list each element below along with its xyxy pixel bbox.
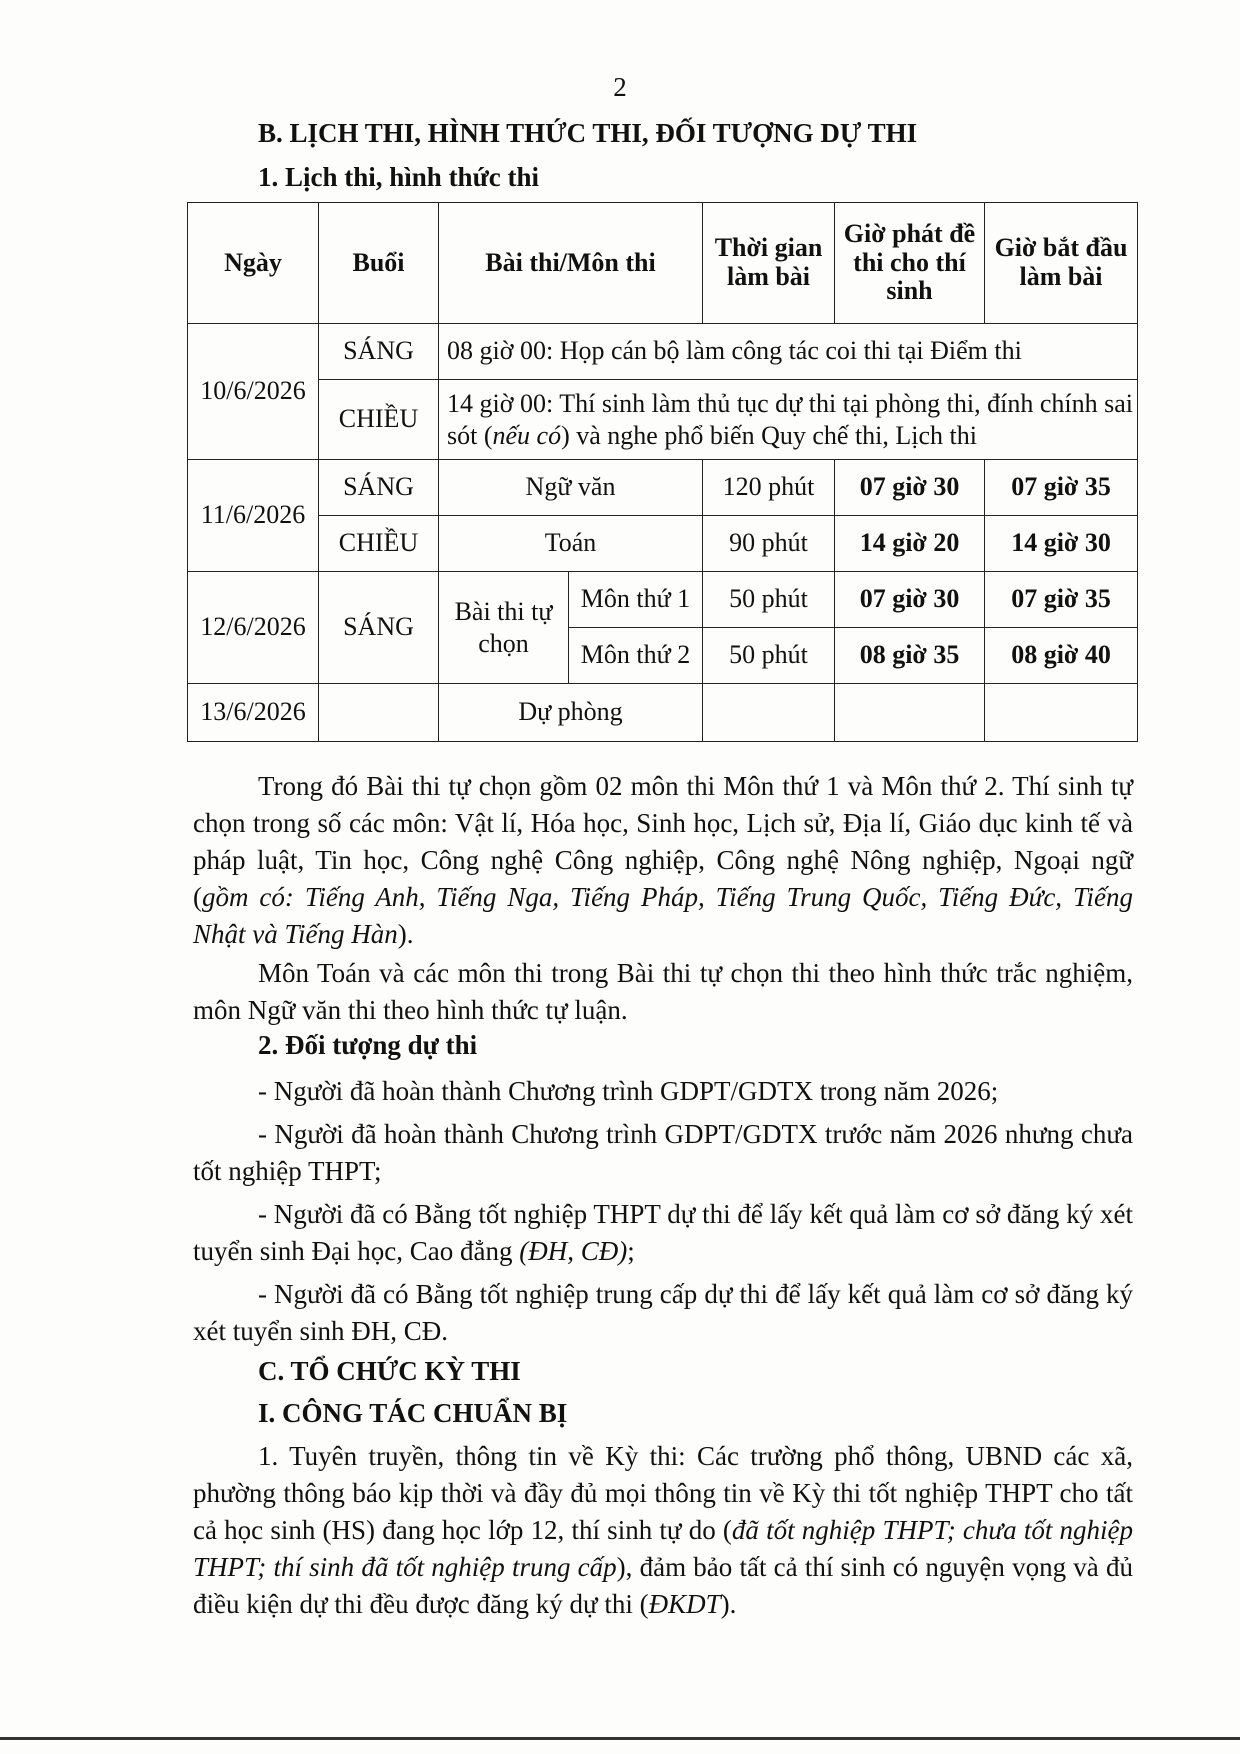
table-header-row xyxy=(188,203,1138,324)
start-time-cell: 08 giờ 40 xyxy=(985,628,1138,684)
header-gio-bat-dau: Giờ bắt đầu làm bài xyxy=(985,203,1138,324)
table-row xyxy=(188,380,1138,460)
duration-cell: 50 phút xyxy=(703,572,835,628)
para-text: ). xyxy=(397,919,414,949)
header-thoi-gian: Thời gian làm bài xyxy=(703,203,835,324)
exam-schedule-table xyxy=(187,202,1138,742)
para-text: - Người đã hoàn thành Chương trình GDPT/GDTX trong năm 2026; xyxy=(258,1076,999,1106)
section-c1-title: I. CÔNG TÁC CHUẨN BỊ xyxy=(258,1398,568,1428)
subsection-2-title: 2. Đối tượng dự thi xyxy=(258,1030,478,1060)
subsection-1-title: 1. Lịch thi, hình thức thi xyxy=(258,162,540,192)
section-c-title: C. TỔ CHỨC KỲ THI xyxy=(258,1356,521,1386)
table-row xyxy=(188,460,1138,516)
para-text: ; xyxy=(627,1236,635,1266)
elective-group-cell: Bài thi tự chọn xyxy=(439,572,569,684)
para-text: - Người đã hoàn thành Chương trình GDPT/GDTX trước năm 2026 nhưng chưa tốt nghiệp THPT; xyxy=(193,1119,1133,1186)
section-b-title: B. LỊCH THI, HÌNH THỨC THI, ĐỐI TƯỢNG DỰ THI xyxy=(258,118,918,148)
eligibility-item-3 xyxy=(193,1196,1133,1270)
paragraph-communication xyxy=(193,1438,1133,1623)
para-italic: ĐKDT xyxy=(648,1589,721,1619)
session-cell: SÁNG xyxy=(319,324,439,380)
para-italic: (ĐH, CĐ) xyxy=(519,1236,628,1266)
subject-cell: Ngữ văn xyxy=(439,460,703,516)
page-number: 2 xyxy=(613,72,627,102)
duration-cell: 120 phút xyxy=(703,460,835,516)
header-buoi: Buổi xyxy=(319,203,439,324)
distribution-time-cell: 08 giờ 35 xyxy=(835,628,985,684)
eligibility-item-1 xyxy=(193,1073,1133,1110)
date-cell: 10/6/2026 xyxy=(188,324,319,460)
note-cell xyxy=(439,380,1138,460)
para-text: ), đảm bảo tất cả thí sinh có nguyện vọng và đủ điều kiện dự thi đều được đăng ký dự thi ( xyxy=(193,1552,1133,1619)
distribution-time-cell: 07 giờ 30 xyxy=(835,460,985,516)
table-row xyxy=(188,684,1138,742)
distribution-time-cell: 07 giờ 30 xyxy=(835,572,985,628)
date-cell: 12/6/2026 xyxy=(188,572,319,684)
start-time-cell: 07 giờ 35 xyxy=(985,460,1138,516)
header-bai-thi: Bài thi/Môn thi xyxy=(439,203,703,324)
session-cell: CHIỀU xyxy=(319,516,439,572)
subject-cell: Môn thứ 1 xyxy=(569,572,703,628)
para-text: - Người đã có Bằng tốt nghiệp THPT dự thi để lấy kết quả làm cơ sở đăng ký xét tuyển sinh Đại học, Cao đẳng xyxy=(193,1199,1133,1266)
scan-edge-line xyxy=(0,1737,1240,1740)
start-time-cell: 07 giờ 35 xyxy=(985,572,1138,628)
header-gio-phat-de: Giờ phát đề thi cho thí sinh xyxy=(835,203,985,324)
note-text: 14 giờ 00: Thí sinh làm thủ tục dự thi tại phòng thi, đính chính sai sót ( xyxy=(447,388,1133,450)
date-cell: 13/6/2026 xyxy=(188,684,319,742)
session-cell: SÁNG xyxy=(319,460,439,516)
paragraph-exam-format xyxy=(193,955,1133,1029)
note-cell: 08 giờ 00: Họp cán bộ làm công tác coi thi tại Điểm thi xyxy=(439,324,1138,380)
table-row xyxy=(188,324,1138,380)
subject-cell: Môn thứ 2 xyxy=(569,628,703,684)
duration-cell: 50 phút xyxy=(703,628,835,684)
duration-cell: 90 phút xyxy=(703,516,835,572)
empty-cell xyxy=(985,684,1138,742)
para-text: - Người đã có Bằng tốt nghiệp trung cấp dự thi để lấy kết quả làm cơ sở đăng ký xét tuyển sinh ĐH, CĐ. xyxy=(193,1279,1133,1346)
paragraph-elective-subjects xyxy=(193,768,1133,953)
eligibility-item-4 xyxy=(193,1276,1133,1350)
empty-cell xyxy=(703,684,835,742)
session-cell: SÁNG xyxy=(319,572,439,684)
para-text: ). xyxy=(720,1589,737,1619)
subject-cell: Toán xyxy=(439,516,703,572)
empty-cell xyxy=(835,684,985,742)
session-cell: CHIỀU xyxy=(319,380,439,460)
para-italic: gồm có: Tiếng Anh, Tiếng Nga, Tiếng Pháp, Tiếng Trung Quốc, Tiếng Đức, Tiếng Nhật và Tiếng Hàn xyxy=(193,882,1133,949)
eligibility-item-2 xyxy=(193,1116,1133,1190)
start-time-cell: 14 giờ 30 xyxy=(985,516,1138,572)
empty-cell xyxy=(319,684,439,742)
table-row xyxy=(188,572,1138,628)
para-text: Trong đó Bài thi tự chọn gồm 02 môn thi Môn thứ 1 và Môn thứ 2. Thí sinh tự chọn trong số các môn: Vật lí, Hóa học, Sinh học, Lịch sử, Địa lí, Giáo dục kinh tế và pháp luật, Tin học, Công nghệ Công nghiệp, Công nghệ Nông nghiệp, Ngoại ngữ ( xyxy=(193,771,1133,912)
date-cell: 11/6/2026 xyxy=(188,460,319,572)
para-text: 1. Tuyên truyền, thông tin về Kỳ thi: Các trường phổ thông, UBND các xã, phường thông báo kịp thời và đầy đủ mọi thông tin về Kỳ thi tốt nghiệp THPT cho tất cả học sinh (HS) đang học lớp 12, thí sinh tự do ( xyxy=(193,1441,1133,1545)
table-row xyxy=(188,516,1138,572)
para-text: Môn Toán và các môn thi trong Bài thi tự chọn thi theo hình thức trắc nghiệm, môn Ngữ văn thi theo hình thức tự luận. xyxy=(193,958,1133,1025)
distribution-time-cell: 14 giờ 20 xyxy=(835,516,985,572)
header-ngay: Ngày xyxy=(188,203,319,324)
para-italic: đã tốt nghiệp THPT; chưa tốt nghiệp THPT; thí sinh đã tốt nghiệp trung cấp xyxy=(193,1515,1134,1582)
note-italic: nếu có xyxy=(492,420,562,450)
note-text: ) và nghe phổ biến Quy chế thi, Lịch thi xyxy=(561,420,977,450)
reserve-cell: Dự phòng xyxy=(439,684,703,742)
